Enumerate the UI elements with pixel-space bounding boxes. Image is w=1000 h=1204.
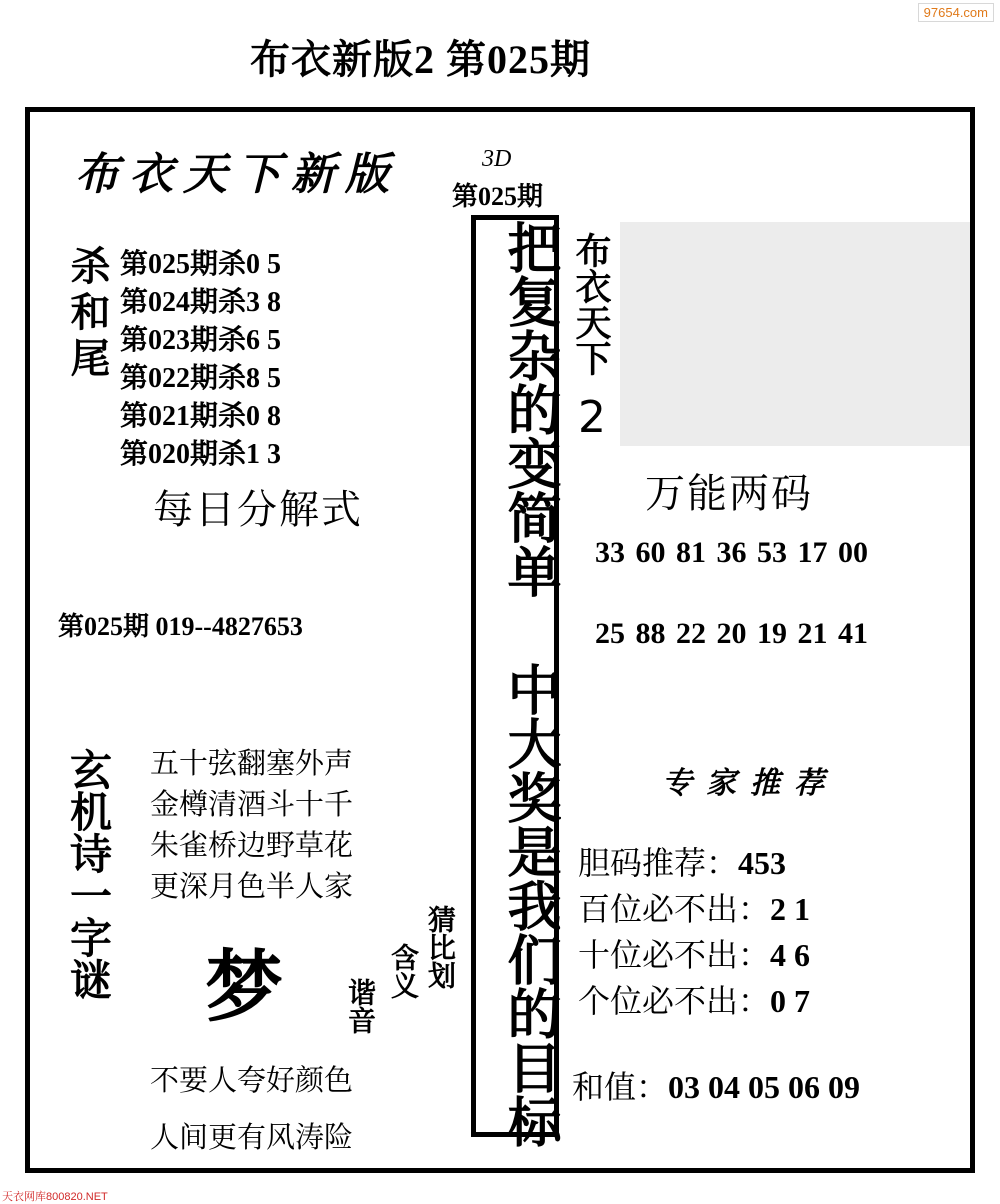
recommendation-item bbox=[578, 886, 810, 932]
poem-label: 玄机诗一字谜 bbox=[64, 748, 113, 1000]
kill-tail-list bbox=[120, 246, 281, 474]
rec-value: 0 7 bbox=[770, 983, 811, 1019]
site-watermark: 97654.com bbox=[918, 3, 994, 22]
hint-guess-strokes: 猜比划 bbox=[424, 905, 457, 989]
recommendation-item bbox=[578, 932, 810, 978]
rec-label: 十位必不出： bbox=[578, 937, 771, 973]
rec-value: 4 6 bbox=[770, 937, 811, 973]
sum-label: 和值： bbox=[572, 1069, 669, 1105]
wanneng-row-1: 33 60 81 36 53 17 00 bbox=[595, 536, 868, 569]
recommendation-list bbox=[578, 840, 810, 1024]
hint-meaning: 含义 bbox=[387, 943, 420, 999]
hint-homophone: 谐音 bbox=[344, 978, 377, 1034]
poem-line: 朱雀桥边野草花 bbox=[150, 828, 354, 862]
kill-tail-item: 第024期杀3 8 bbox=[120, 287, 282, 318]
kill-tail-item: 第022期杀8 5 bbox=[120, 363, 282, 394]
poem-line: 更深月色半人家 bbox=[150, 869, 354, 903]
sum-value: 03 04 05 06 09 bbox=[668, 1069, 861, 1105]
sum-values bbox=[572, 1062, 860, 1108]
kill-tail-item: 第023期杀6 5 bbox=[120, 325, 282, 356]
brand-title: 布衣天下新版 bbox=[75, 149, 399, 200]
rec-value: 453 bbox=[738, 845, 787, 881]
brand-issue: 第025期 bbox=[452, 182, 544, 211]
rec-label: 个位必不出： bbox=[578, 983, 771, 1019]
riddle-character: 梦 bbox=[205, 942, 284, 1033]
poem-lines bbox=[150, 743, 353, 907]
daily-title: 每日分解式 bbox=[153, 487, 363, 533]
recommendation-item bbox=[578, 978, 810, 1024]
kill-tail-label: 杀和尾 bbox=[64, 245, 111, 383]
kill-tail-item: 第025期杀0 5 bbox=[120, 249, 282, 280]
poem-line: 金樽清酒斗十千 bbox=[150, 787, 354, 821]
rec-value: 2 1 bbox=[770, 891, 811, 927]
recommendation-item bbox=[578, 840, 810, 886]
wanneng-row-2: 25 88 22 20 19 21 41 bbox=[595, 617, 868, 650]
poem-line: 五十弦翻塞外声 bbox=[150, 746, 354, 780]
daily-formula: 第025期 019--4827653 bbox=[58, 612, 303, 641]
kill-tail-item: 第020期杀1 3 bbox=[120, 439, 282, 470]
right-brand-label: 布衣天下 bbox=[570, 232, 612, 376]
rec-label: 百位必不出： bbox=[578, 891, 771, 927]
page-title: 布衣新版2 第025期 bbox=[250, 37, 591, 82]
expert-title: 专家推荐 bbox=[662, 766, 838, 801]
wanneng-title: 万能两码 bbox=[645, 471, 813, 517]
kill-tail-item: 第021期杀0 8 bbox=[120, 401, 282, 432]
brand-tag: 3D bbox=[482, 146, 512, 172]
image-placeholder bbox=[620, 222, 970, 446]
rec-label: 胆码推荐： bbox=[578, 845, 739, 881]
bottom-watermark: 天衣网库800820.NET bbox=[2, 1191, 108, 1203]
right-brand-number: 2 bbox=[578, 392, 606, 443]
center-slogan: 把复杂的变简单 中大奖是我们的目标 bbox=[499, 220, 563, 1148]
footer-line-2: 人间更有风涛险 bbox=[150, 1120, 354, 1154]
footer-line-1: 不要人夸好颜色 bbox=[150, 1063, 354, 1097]
